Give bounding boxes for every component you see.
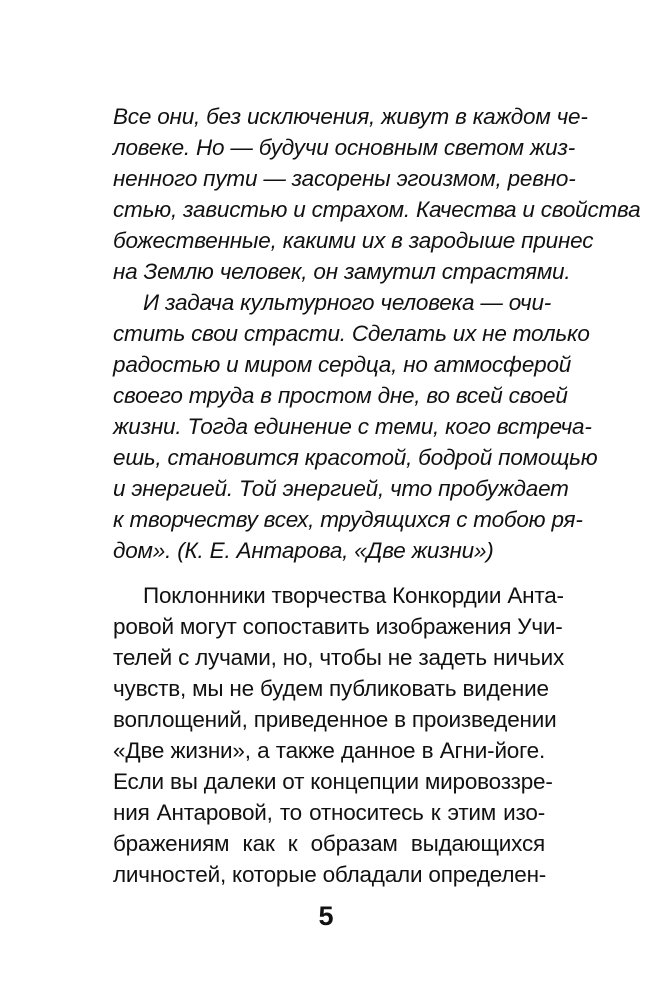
body-line: личностей, которые обладали определен- — [113, 862, 547, 887]
quote-line: ловеке. Но — будучи основным светом жиз- — [113, 135, 576, 160]
quote-line: радостью и миром сердца, но атмосферой — [113, 352, 572, 377]
body-line: телей с лучами, но, чтобы не задеть ничьих — [113, 645, 565, 670]
quote-line: Все они, без исключения, живут в каждом че- — [113, 104, 588, 129]
quote-line: на Землю человек, он замутил страстями. — [113, 259, 571, 284]
quote-line: жизни. Тогда единение с теми, кого встреча- — [113, 414, 592, 439]
page-number: 5 — [318, 901, 334, 931]
quote-line: ненного пути — засорены эгоизмом, ревно- — [113, 166, 576, 191]
quote-line: ешь, становится красотой, бодрой помощью — [113, 445, 598, 470]
body-line: ровой могут сопоставить изображения Учи- — [113, 614, 563, 639]
body-line: Поклонники творчества Конкордии Анта- — [143, 583, 564, 608]
quote-line: и энергией. Той энергией, что пробуждает — [113, 476, 569, 501]
body-line: Если вы далеки от концепции мировоззре- — [113, 769, 553, 794]
quote-block — [113, 101, 641, 566]
body-line: бражениям как к образам выдающихся — [113, 831, 545, 856]
quote-line: стить свои страсти. Сделать их не только — [113, 321, 590, 346]
body-line: чувств, мы не будем публиковать видение — [113, 676, 549, 701]
quote-attribution: дом». (К. Е. Антарова, «Две жизни») — [113, 538, 494, 563]
quote-line: божественные, какими их в зародыше принес — [113, 228, 594, 253]
body-line: ния Антаровой, то относитесь к этим изо- — [113, 800, 545, 825]
body-paragraph — [113, 580, 565, 890]
quote-line: И задача культурного человека — очи- — [143, 290, 552, 315]
body-line: воплощений, приведенное в произведении — [113, 707, 557, 732]
quote-line: стью, завистью и страхом. Качества и свойства — [113, 197, 641, 222]
body-line: «Две жизни», а также данное в Агни-йоге. — [113, 738, 545, 763]
quote-line: своего труда в простом дне, во всей своей — [113, 383, 568, 408]
quote-line: к творчеству всех, трудящихся с тобою ря- — [113, 507, 583, 532]
